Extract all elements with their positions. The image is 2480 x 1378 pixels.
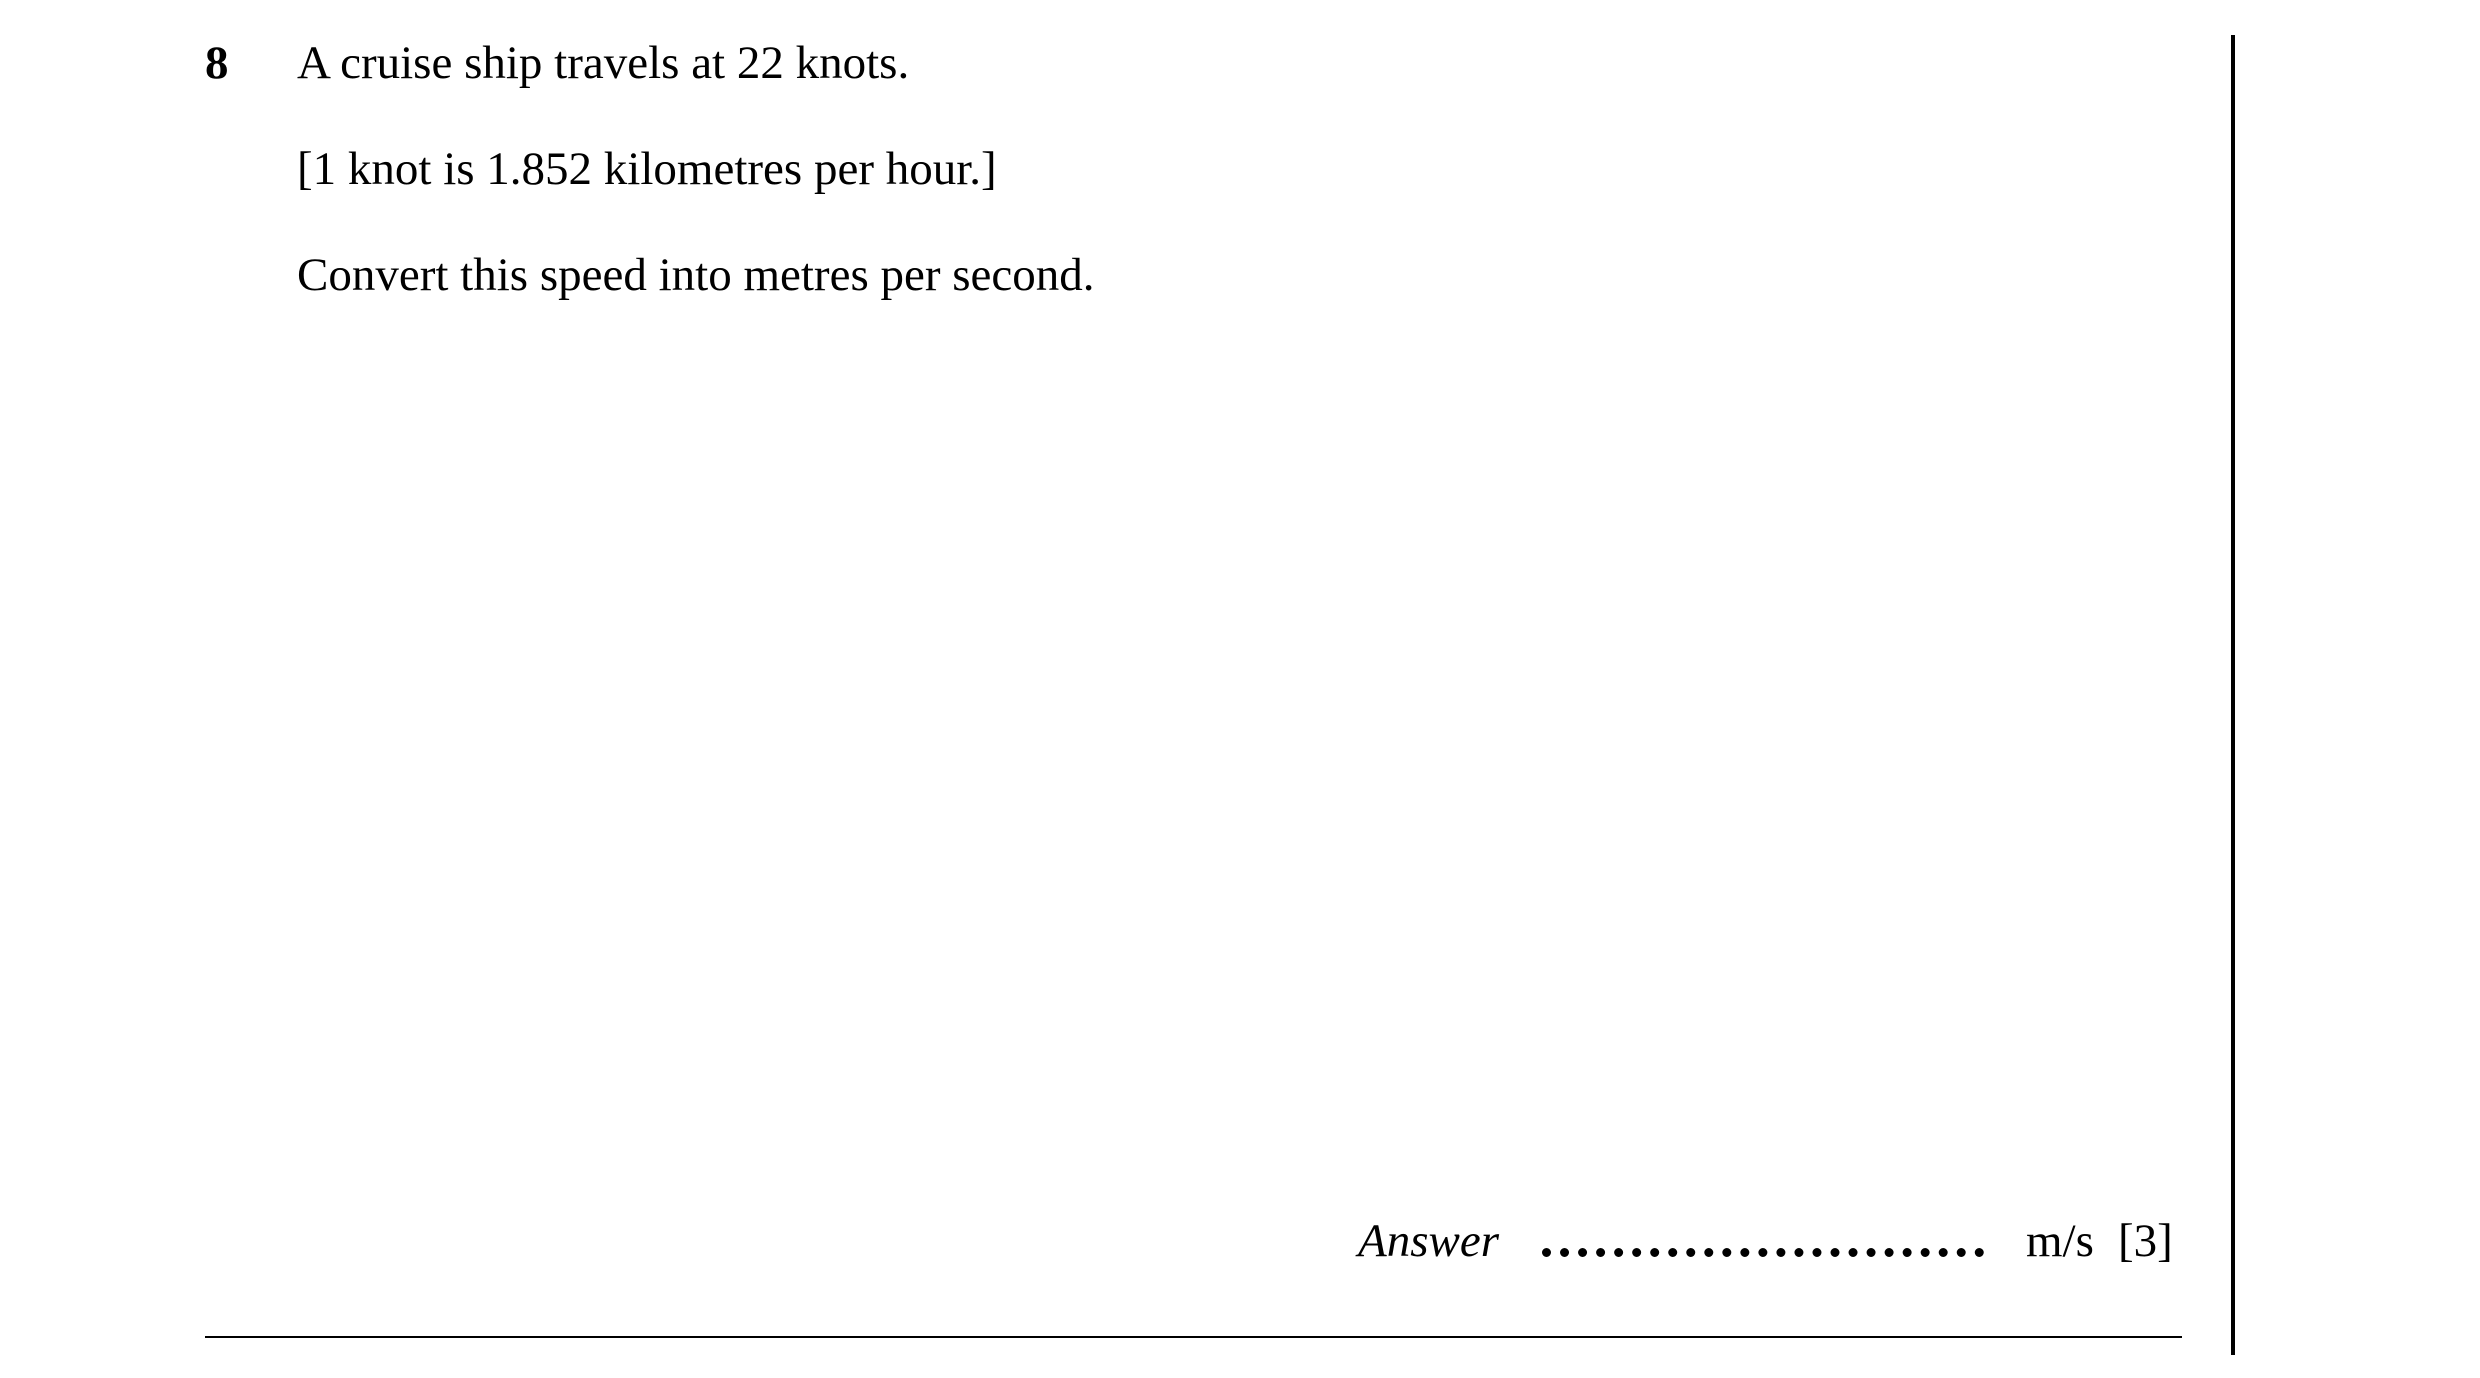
answer-unit: m/s: [2026, 1215, 2094, 1267]
question-statement: A cruise ship travels at 22 knots.: [297, 37, 910, 89]
conversion-note: [1 knot is 1.852 kilometres per hour.]: [297, 143, 997, 195]
margin-rule: [2231, 35, 2235, 1355]
question-number: 8: [205, 37, 229, 89]
question-divider: [205, 1336, 2182, 1338]
marks-allocation: [3]: [2118, 1215, 2173, 1267]
answer-label: Answer: [1358, 1215, 1499, 1267]
question-instruction: Convert this speed into metres per second.: [297, 249, 1095, 301]
answer-input-line[interactable]: [1542, 1248, 1984, 1257]
